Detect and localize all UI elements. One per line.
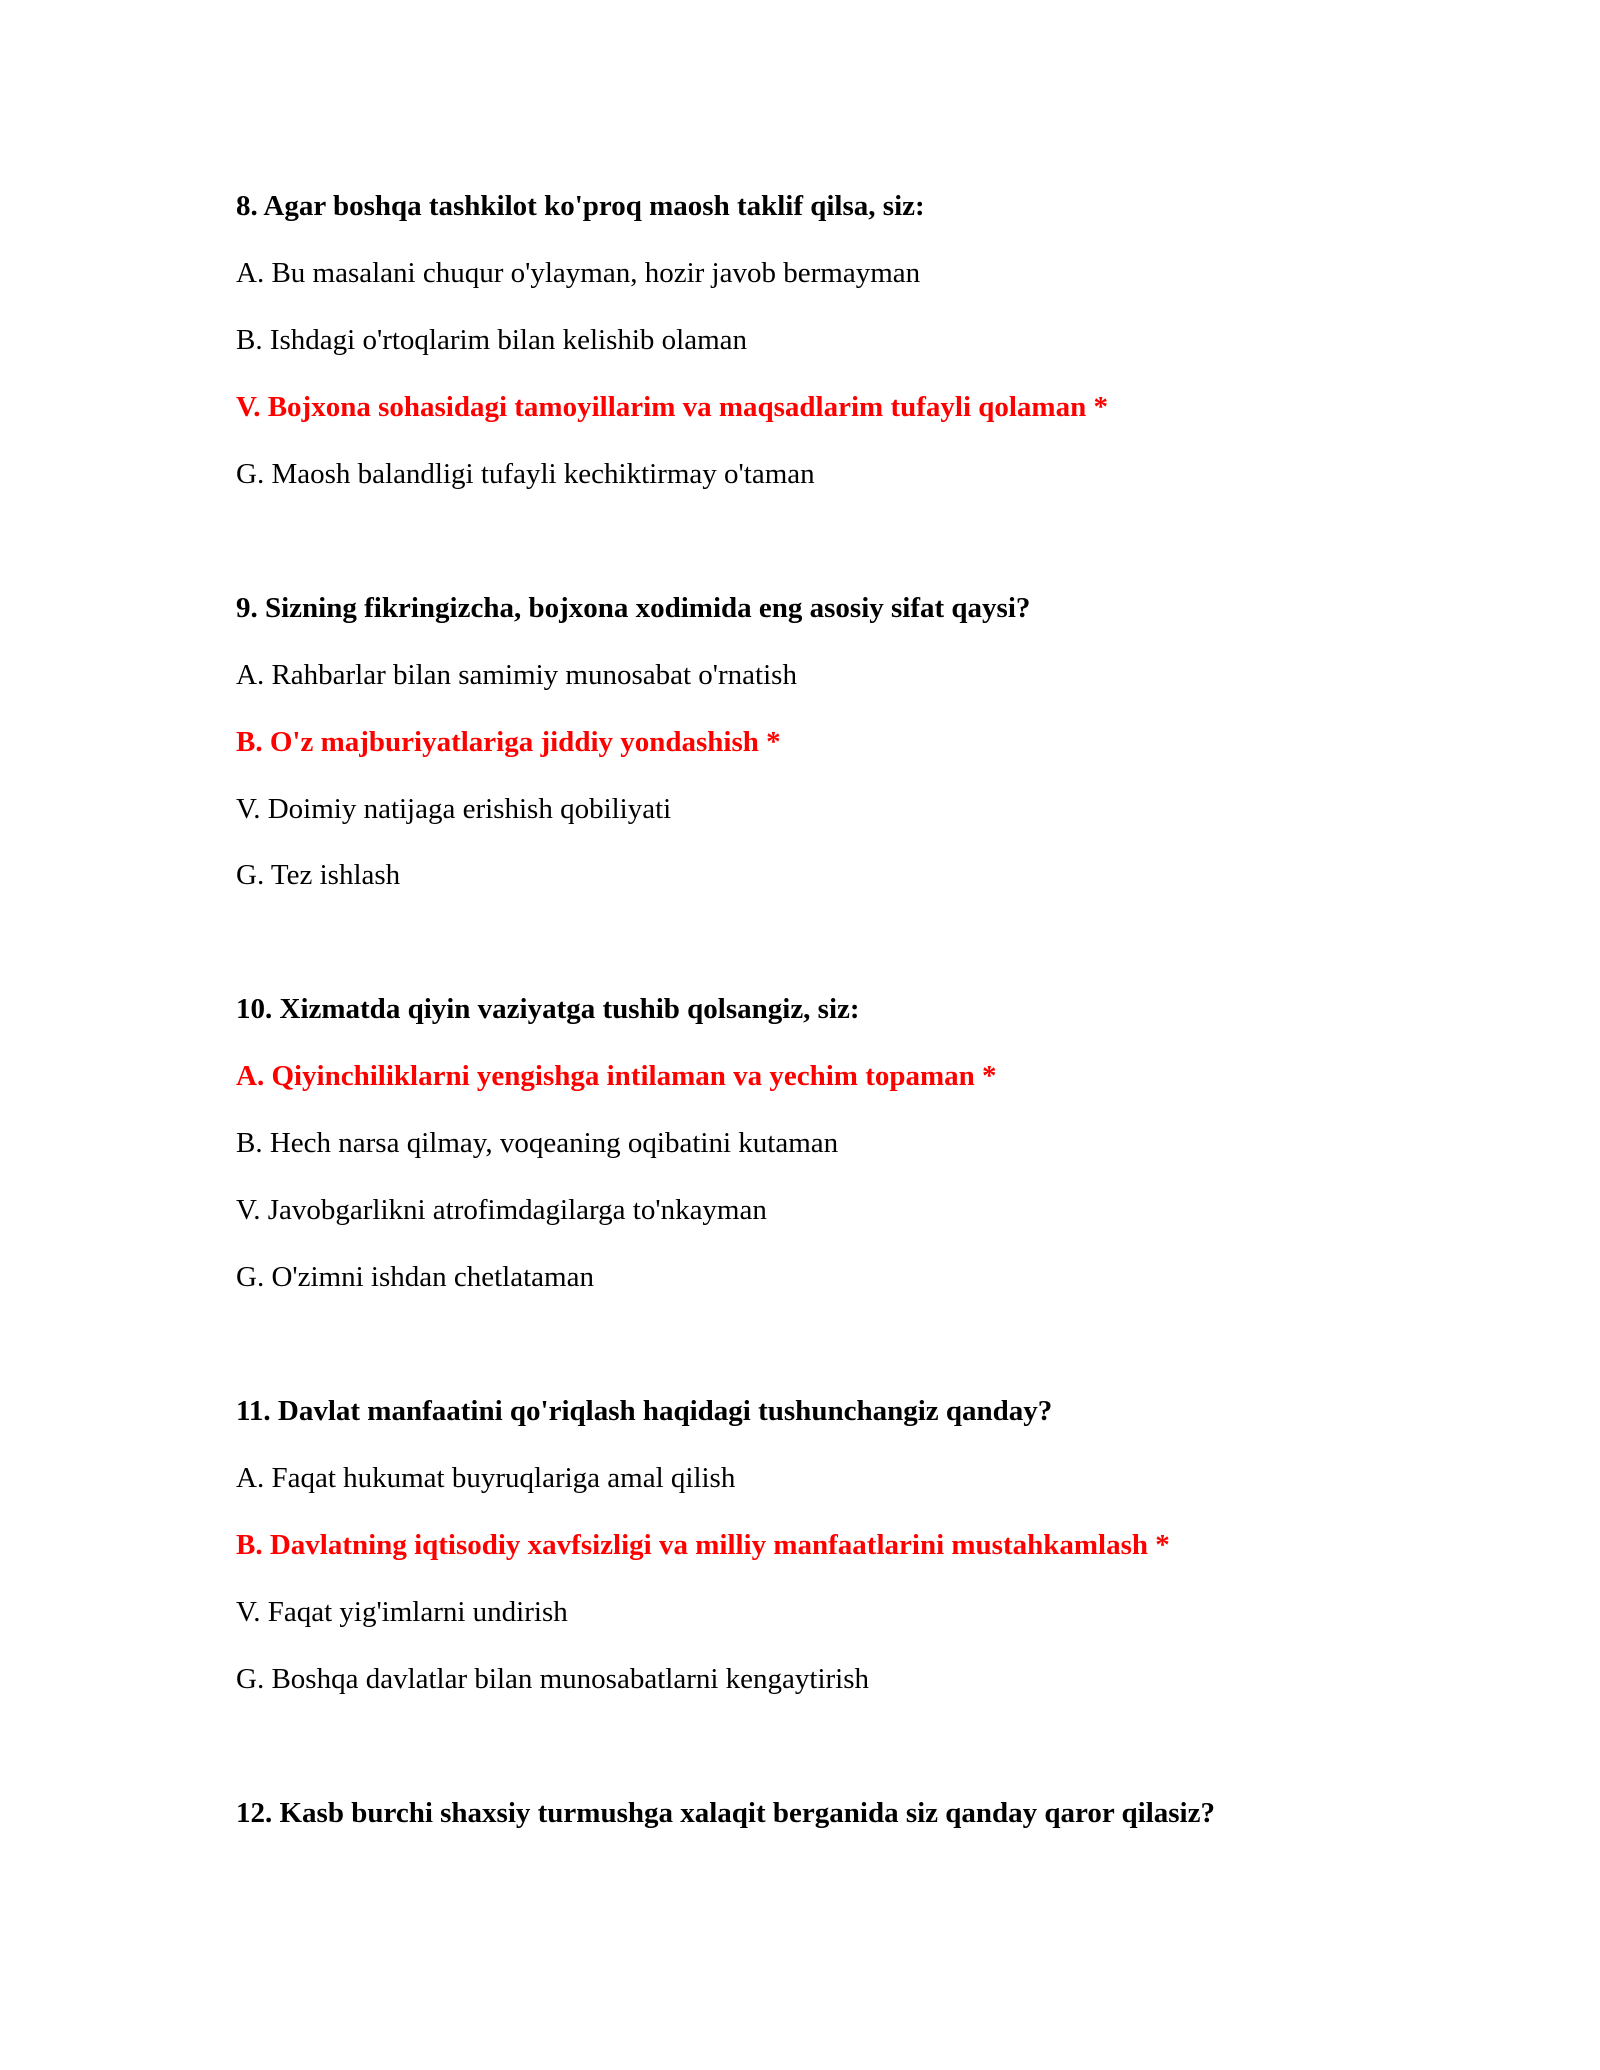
answer-option: B. Hech narsa qilmay, voqeaning oqibatini kutaman [236, 1127, 839, 1159]
correct-answer-option: B. Davlatning iqtisodiy xavfsizligi va milliy manfaatlarini mustahkamlash * [236, 1529, 1170, 1561]
answer-option: A. Rahbarlar bilan samimiy munosabat o'rnatish [236, 659, 797, 691]
answer-option: G. Maosh balandligi tufayli kechiktirmay o'taman [236, 458, 815, 490]
question-heading: 12. Kasb burchi shaxsiy turmushga xalaqit berganida siz qanday qaror qilasiz? [236, 1797, 1215, 1829]
answer-option: G. O'zimni ishdan chetlataman [236, 1261, 594, 1293]
question-heading: 10. Xizmatda qiyin vaziyatga tushib qolsangiz, siz: [236, 993, 860, 1025]
answer-option: A. Bu masalani chuqur o'ylayman, hozir javob bermayman [236, 257, 921, 289]
answer-option: G. Boshqa davlatlar bilan munosabatlarni kengaytirish [236, 1663, 870, 1695]
question-heading: 11. Davlat manfaatini qo'riqlash haqidagi tushunchangiz qanday? [236, 1395, 1053, 1427]
answer-option: G. Tez ishlash [236, 859, 401, 891]
answer-option: V. Doimiy natijaga erishish qobiliyati [236, 793, 672, 825]
answer-option: V. Javobgarlikni atrofimdagilarga to'nkayman [236, 1194, 767, 1226]
correct-answer-option: A. Qiyinchiliklarni yengishga intilaman va yechim topaman * [236, 1060, 997, 1092]
answer-option: V. Faqat yig'imlarni undirish [236, 1596, 568, 1628]
correct-answer-option: B. O'z majburiyatlariga jiddiy yondashish * [236, 726, 781, 758]
answer-option: A. Faqat hukumat buyruqlariga amal qilish [236, 1462, 736, 1494]
question-heading: 9. Sizning fikringizcha, bojxona xodimida eng asosiy sifat qaysi? [236, 592, 1031, 624]
correct-answer-option: V. Bojxona sohasidagi tamoyillarim va maqsadlarim tufayli qolaman * [236, 391, 1108, 423]
answer-option: B. Ishdagi o'rtoqlarim bilan kelishib olaman [236, 324, 748, 356]
question-heading: 8. Agar boshqa tashkilot ko'proq maosh taklif qilsa, siz: [236, 190, 925, 222]
